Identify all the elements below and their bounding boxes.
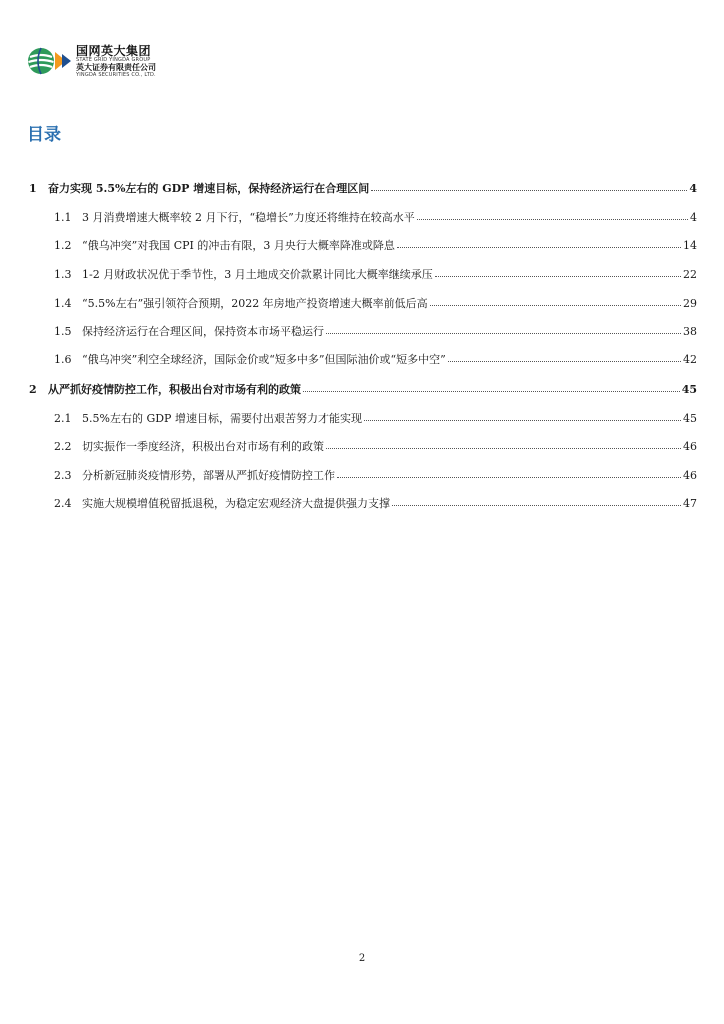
toc-dot-leader xyxy=(337,476,681,478)
subsidiary-name-cn: 英大证券有限责任公司 xyxy=(76,62,156,72)
toc-entry-number: 1 xyxy=(29,182,37,195)
toc-dot-leader xyxy=(326,447,681,449)
toc-entry[interactable] xyxy=(29,182,697,196)
toc-entry-number: 1.5 xyxy=(54,325,72,338)
toc-entry-number: 2.4 xyxy=(54,497,72,510)
toc-entry[interactable] xyxy=(54,239,697,253)
toc-entry-page: 47 xyxy=(683,497,697,510)
toc-heading: 目录 xyxy=(27,125,61,145)
toc-entry-number: 2 xyxy=(29,383,37,396)
toc-entry-page: 14 xyxy=(683,239,697,252)
toc-entry[interactable] xyxy=(54,297,697,311)
toc-entry-title: 5.5%左右的 GDP 增速目标，需要付出艰苦努力才能实现 xyxy=(82,412,362,425)
toc-entry-title: 奋力实现 5.5%左右的 GDP 增速目标，保持经济运行在合理区间 xyxy=(48,182,370,195)
toc-entry-number: 1.2 xyxy=(54,239,72,252)
toc-entry[interactable] xyxy=(54,412,697,426)
toc-dot-leader xyxy=(417,218,688,220)
toc-entry-title: “俄乌冲突”对我国 CPI 的冲击有限，3 月央行大概率降准或降息 xyxy=(82,239,395,252)
toc-entry-number: 1.1 xyxy=(54,211,72,224)
toc-dot-leader xyxy=(397,246,681,248)
toc-entry-number: 2.1 xyxy=(54,412,72,425)
company-name-en: STATE GRID YINGDA GROUP xyxy=(76,56,151,63)
toc-entry-number: 1.4 xyxy=(54,297,72,310)
toc-entry-page: 4 xyxy=(690,211,697,224)
toc-dot-leader xyxy=(448,360,681,362)
toc-dot-leader xyxy=(435,275,681,277)
toc-entry[interactable] xyxy=(54,325,697,339)
toc-entry[interactable] xyxy=(54,211,697,225)
toc-dot-leader xyxy=(364,419,681,421)
toc-entry-number: 2.2 xyxy=(54,440,72,453)
toc-entry-page: 45 xyxy=(681,383,697,396)
toc-entry-title: 1-2 月财政状况优于季节性，3 月土地成交价款累计同比大概率继续承压 xyxy=(82,268,433,281)
toc-entry-title: “俄乌冲突”利空全球经济，国际金价或“短多中多”但国际油价或“短多中空” xyxy=(82,353,446,366)
toc-entry-page: 42 xyxy=(683,353,697,366)
toc-entry[interactable] xyxy=(54,440,697,454)
subsidiary-name-en: YINGDA SECURITIES CO., LTD. xyxy=(76,71,156,78)
toc-dot-leader xyxy=(303,390,680,392)
toc-dot-leader xyxy=(430,304,681,306)
toc-entry-number: 2.3 xyxy=(54,469,72,482)
company-logo-icon xyxy=(26,46,72,76)
toc-entry-page: 29 xyxy=(683,297,697,310)
toc-entry-title: “5.5%左右”强引领符合预期，2022 年房地产投资增速大概率前低后高 xyxy=(82,297,428,310)
toc-entry-title: 切实振作一季度经济，积极出台对市场有利的政策 xyxy=(82,440,324,453)
toc-entry-page: 4 xyxy=(689,182,697,195)
toc-entry-page: 22 xyxy=(683,268,697,281)
toc-dot-leader xyxy=(371,189,687,191)
toc-entry-page: 46 xyxy=(683,440,697,453)
toc-entry-title: 从严抓好疫情防控工作，积极出台对市场有利的政策 xyxy=(48,383,301,396)
toc-entry[interactable] xyxy=(54,497,697,511)
page-header xyxy=(26,41,156,81)
toc-entry-page: 38 xyxy=(683,325,697,338)
toc-entry-title: 分析新冠肺炎疫情形势，部署从严抓好疫情防控工作 xyxy=(82,469,335,482)
toc-dot-leader xyxy=(392,504,681,506)
page-number: 2 xyxy=(358,953,366,964)
toc-entry-title: 3 月消费增速大概率较 2 月下行，“稳增长”力度还将维持在较高水平 xyxy=(82,211,415,224)
toc-entry-number: 1.3 xyxy=(54,268,72,281)
toc-entry-title: 保持经济运行在合理区间，保持资本市场平稳运行 xyxy=(82,325,324,338)
company-name-cn: 国网英大集团 xyxy=(76,43,152,58)
toc-entry[interactable] xyxy=(54,268,697,282)
toc-entry-title: 实施大规模增值税留抵退税，为稳定宏观经济大盘提供强力支撑 xyxy=(82,497,390,510)
toc-entry-page: 46 xyxy=(683,469,697,482)
toc-dot-leader xyxy=(326,332,681,334)
toc-entry[interactable] xyxy=(54,469,697,483)
toc-entry-page: 45 xyxy=(683,412,697,425)
toc-entry[interactable] xyxy=(29,383,697,397)
toc-entry-number: 1.6 xyxy=(54,353,72,366)
toc-entry[interactable] xyxy=(54,353,697,367)
